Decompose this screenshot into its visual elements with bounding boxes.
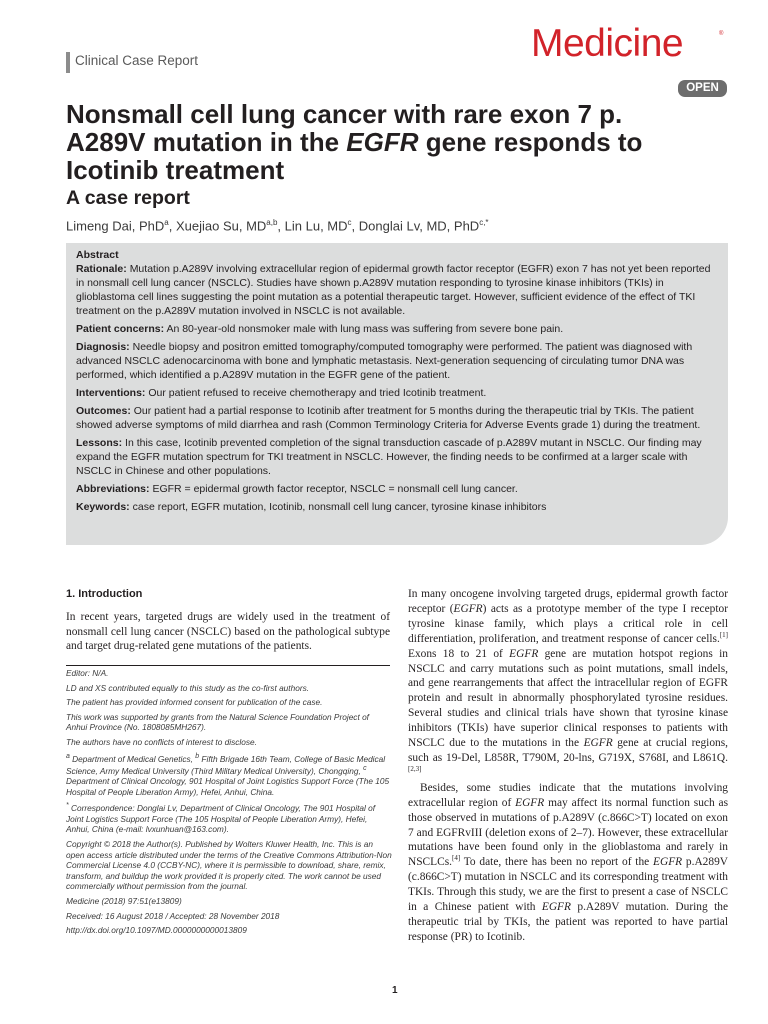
footnote-copyright: Copyright © 2018 the Author(s). Published by Wolters Kluwer Health, Inc. This is an open access article distributed under the terms of the Creative Commons Attribution-Non Commercial License 4.0 (CCBY-NC), where it is permissible to download, share, remix, transform, and buildup the work provided it is properly cited. The work cannot be used commercially without permission from the journal.	[66, 839, 392, 892]
abstract-heading: Abstract	[76, 249, 119, 261]
footnote-dates: Received: 16 August 2018 / Accepted: 28 November 2018	[66, 910, 280, 921]
footnote-divider	[66, 665, 390, 666]
footnote-citation: Medicine (2018) 97:51(e13809)	[66, 895, 182, 906]
registered-mark: ®	[719, 31, 724, 37]
open-access-badge: OPEN	[678, 80, 727, 97]
journal-logo[interactable]: Medicine	[531, 22, 684, 65]
footnote-affiliations: $^a$ Department of Medical Genetics, $^b$ Fifth Brigade 16th Team, College of Basic Medical Science, Army Medical University (Third Military Medical University), Chongqing, $^c$ Department of Clinical Oncology, 901 Hospital of Joint Logistics Support Force (The 105 Hospital of People Liberation Army), Hefei, Anhui, China.	[66, 752, 390, 797]
footnote-funding: This work was supported by grants from the Natural Science Foundation Project of Anhui Province (No. 1808085MH267).	[66, 711, 369, 733]
article-subtitle: A case report	[66, 187, 190, 209]
section-heading-introduction: 1. Introduction	[66, 588, 143, 600]
page-number: 1	[392, 985, 398, 996]
reference-link[interactable]: [2,3]	[408, 765, 422, 774]
author: Xuejiao Su, MD	[175, 218, 267, 234]
article-title: Nonsmall cell lung cancer with rare exon 7 p. A289V mutation in the EGFR gene responds to Icotinib treatment	[66, 99, 643, 185]
abstract-abbreviations: Abbreviations: EGFR = epidermal growth factor receptor, NSCLC = nonsmall cell lung cancer.	[76, 483, 518, 495]
abstract-rationale: Rationale: Mutation p.A289V involving extracellular region of epidermal growth factor receptor (EGFR) exon 7 has not yet been reported in nonsmall cell lung cancer (NSCLC). Studies have shown p.A289V mutation responding to tyrosine kinase inhibitors (TKIs) in glioblastoma cell lines suggesting the point mutation as a potential therapeutic target. However, sufficient evidence of the effect of TKI treatment on the p.A289V mutation involved in NSCLC is not available.	[76, 263, 711, 317]
abstract-lessons: Lessons: In this case, Icotinib prevented completion of the signal transduction cascade of p.A289V mutant in NSCLC. Our finding may expand the EGFR mutation spectrum for TKI treatment in NSCLC. However, the finding needs to be confirmed at a larger scale with NSCLC in Chinese and other populations.	[76, 437, 702, 477]
intro-paragraph: In recent years, targeted drugs are widely used in the treatment of nonsmall cell lung cancer (NSCLC) based on the pathological subtype and target drug-related gene mutations of the patients.	[66, 611, 390, 653]
abstract-diagnosis: Diagnosis: Needle biopsy and positron emitted tomography/computed tomography were performed. The patient was diagnosed with advanced NSCLC adenocarcinoma with bone and lymphatic metastasis. Next-generation sequencing of circulating tumor DNA was performed, which identified a p.A289V mutation in the EGFR gene of the patient.	[76, 341, 693, 381]
author: Donglai Lv, MD, PhD	[358, 218, 480, 234]
footnote-correspondence: * Correspondence: Donglai Lv, Department of Clinical Oncology, The 901 Hospital of Joint Logistics Support Force (The 105 Hospital of People Liberation Army), Hefei, Anhui, China (e-mail: lvxunhuan@163.com).	[66, 802, 376, 835]
section-label-bar	[66, 52, 70, 73]
right-column-text	[408, 587, 728, 945]
author: Limeng Dai, PhD	[66, 218, 165, 234]
footnotes	[66, 668, 392, 940]
article-type-label: Clinical Case Report	[75, 53, 199, 68]
body-paragraph: In many oncogene involving targeted drugs, epidermal growth factor receptor (EGFR) acts as a prototype member of the type I receptor tyrosine kinase family, which plays a critical role in cell differentiation, proliferation, and treatment response of cancer cells.[1] Exons 18 to 21 of EGFR gene are mutation hotspot regions in NSCLC and carry mutations such as point mutations, small indels, and gene rearrangements that affect the intracellular region of EGFR protein and result in abnormally phosphorylated tyrosine residues. Several studies and clinical trials have shown that tyrosine kinase inhibitors (TKIs) have superior clinical responses to patients with NSCLC due to the mutations in the EGFR gene at crucial regions, such as 19-Del, L858R, T790M, 20-lns, G719X, S768I, and L861Q.[2,3]	[408, 588, 728, 774]
footnote-conflicts: The authors have no conflicts of interest to disclose.	[66, 736, 257, 747]
footnote-consent: The patient has provided informed consent for publication of the case.	[66, 697, 323, 708]
abstract-keywords: Keywords: case report, EGFR mutation, Icotinib, nonsmall cell lung cancer, tyrosine kinase inhibitors	[76, 501, 547, 513]
footnote-editor: Editor: N/A.	[66, 668, 109, 678]
abstract-box	[66, 243, 728, 545]
body-paragraph: Besides, some studies indicate that the mutations involving extracellular region of EGFR may affect its normal function such as those observed in mutations of p.A289V (c.866C>T) located on exon 7 and EGFRvIII (deletion exons of 2–7). However, these extracellular mutations have been found only in the glioblastoma and rarely in NSCLCs.[4] To date, there has been no report of the EGFR p.A289V (c.866C>T) mutation in NSCLC and its corresponding treatment with TKIs. Through this study, we are the first to present a case of NSCLC in a Chinese patient with EGFR p.A289V mutation. During the therapeutic trial by TKIs, the patient was reported to have partial response (PR) to Icotinib.	[408, 781, 728, 943]
author-list: Limeng Dai, PhD$^a$, Xuejiao Su, MD$^{a,b}$, Lin Lu, $MD^c$, Donglai Lv, MD, PhD$^{c,*}$	[66, 218, 489, 234]
abstract-patient-concerns: Patient concerns: An 80-year-old nonsmoker male with lung mass was suffering from severe bone pain.	[76, 323, 564, 335]
reference-link[interactable]: [1]	[719, 630, 728, 639]
footnote-contribution: LD and XS contributed equally to this study as the co-first authors.	[66, 682, 310, 693]
abstract-interventions: Interventions: Our patient refused to receive chemotherapy and tried Icotinib treatment.	[76, 387, 487, 399]
doi-link[interactable]: http://dx.doi.org/10.1097/MD.0000000000013809	[66, 925, 247, 936]
title-gene-name: EGFR	[346, 127, 419, 157]
reference-link[interactable]: [4]	[452, 854, 461, 863]
author: Lin Lu, MD	[284, 218, 348, 234]
abstract-outcomes: Outcomes: Our patient had a partial response to Icotinib after treatment for 5 months during the therapeutic trial by TKIs. The patient showed adverse symptoms of mild diarrhea and rash (Common Terminology Criteria for Adverse Events grade 1) during the treatment.	[76, 405, 701, 431]
